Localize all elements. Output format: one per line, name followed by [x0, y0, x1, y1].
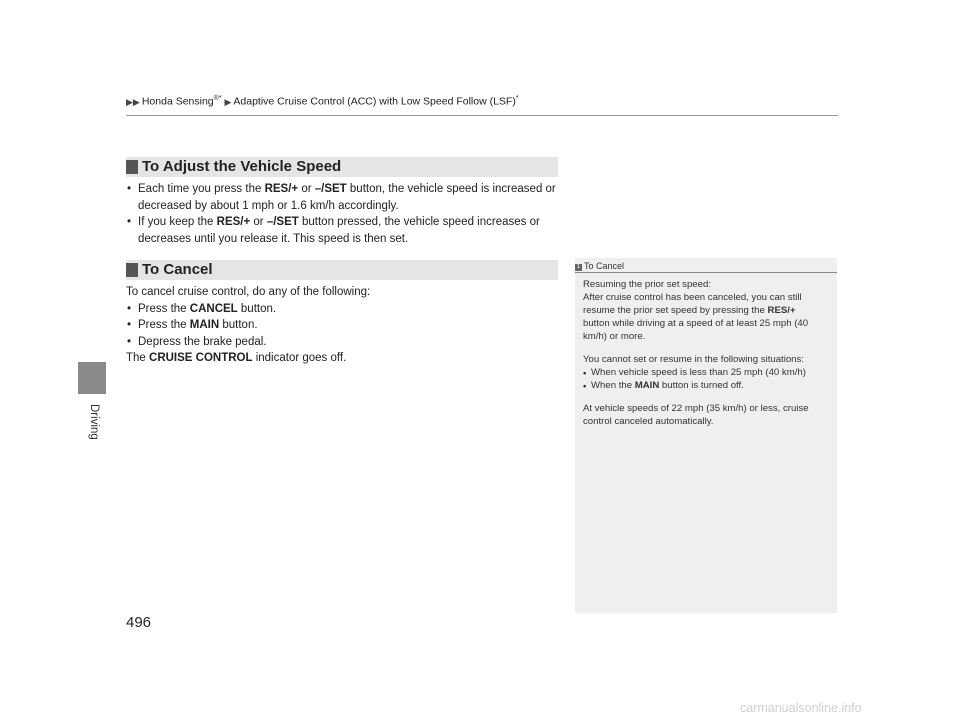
breadcrumb-arrow-icon: ▶▶ — [126, 96, 140, 107]
page-number: 496 — [126, 614, 152, 631]
note-number-icon: 1 — [576, 264, 581, 270]
header-rule — [126, 115, 838, 116]
section-tab — [78, 362, 106, 394]
heading-square-icon — [126, 160, 138, 174]
note-body: Resuming the prior set speed: After cruise control has been canceled, you can still resume the prior set speed by pressing the RES/+ button while driving at a speed of at least 25 mph (40 km/h) or more. You cannot set or resume in the following situations: • When vehicle speed is less than 25 mph (40 km/h) • When the MAIN button is turned off. At vehicle speeds of 22 mph (35 km/h) or less, cruise control canceled automatically. — [583, 278, 833, 438]
list-item: • If you keep the RES/+ or –/SET button pressed, the vehicle speed increases or decreases until you release it. This speed is then set. — [126, 214, 566, 247]
section-heading: To Adjust the Vehicle Speed — [126, 157, 558, 177]
list-item: • Press the CANCEL button. — [126, 301, 566, 318]
watermark: carmanualsonline.info — [740, 701, 862, 715]
list-item: • When vehicle speed is less than 25 mph (40 km/h) — [583, 367, 806, 378]
section-heading: To Cancel — [126, 260, 558, 280]
list-item: • Each time you press the RES/+ or –/SET button, the vehicle speed is increased or decreased by about 1 mph or 1.6 km/h accordingly. — [126, 181, 566, 214]
section1-body — [126, 181, 566, 247]
outro-text: The CRUISE CONTROL indicator goes off. — [126, 352, 347, 364]
breadcrumb-arrow-icon: ▶ — [224, 96, 232, 107]
breadcrumb: ▶▶ Honda Sensing®* ▶ Adaptive Cruise Control (ACC) with Low Speed Follow (LSF)* — [126, 95, 519, 108]
list-item: • Depress the brake pedal. — [126, 334, 566, 351]
list-item: • When the MAIN button is turned off. — [583, 380, 744, 391]
breadcrumb-item: Adaptive Cruise Control (ACC) with Low Speed Follow (LSF) — [233, 95, 516, 108]
note-title: 1 To Cancel — [576, 261, 625, 271]
section-label: Driving — [88, 404, 100, 440]
heading-square-icon — [126, 263, 138, 277]
breadcrumb-item: Honda Sensing — [141, 95, 214, 108]
list-item: • Press the MAIN button. — [126, 317, 566, 334]
note-rule — [575, 272, 837, 273]
section2-body: To cancel cruise control, do any of the following: • Press the CANCEL button. • Press the MAIN button. • Depress the brake pedal. The CRUISE CONTROL indicator goes off. — [126, 284, 566, 367]
